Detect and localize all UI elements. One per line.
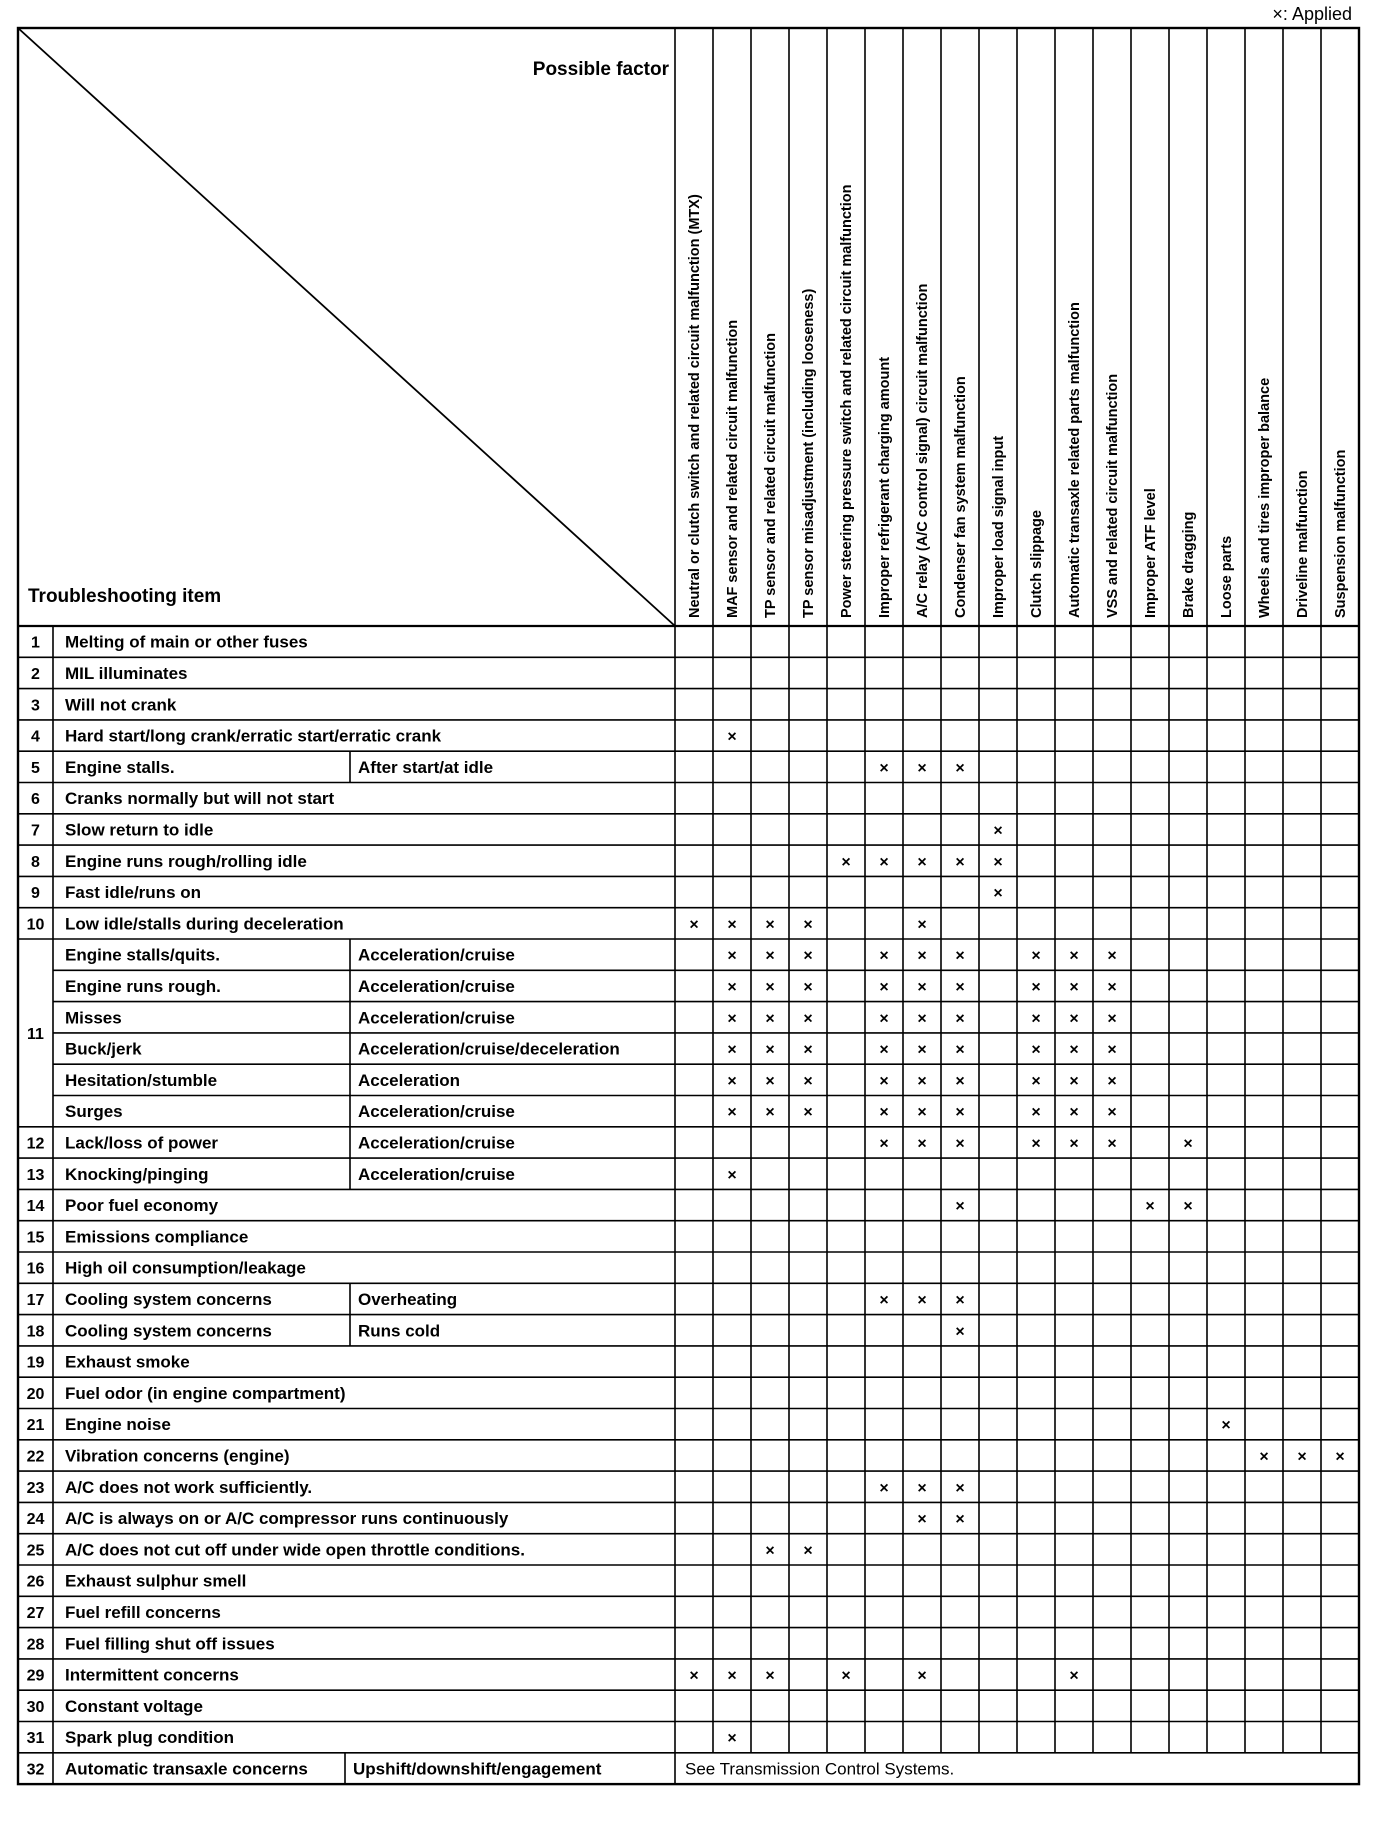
applied-mark: × [1069, 978, 1079, 996]
applied-mark: × [955, 1072, 965, 1090]
applied-mark: × [917, 759, 927, 777]
condition-text: Acceleration/cruise [358, 1133, 515, 1153]
applied-mark: × [727, 978, 737, 996]
applied-mark: × [1069, 1135, 1079, 1153]
applied-mark: × [955, 853, 965, 871]
applied-mark: × [1335, 1448, 1345, 1466]
troubleshooting-item: Spark plug condition [65, 1728, 235, 1748]
troubleshooting-item: A/C is always on or A/C compressor runs continuously [65, 1509, 509, 1529]
applied-mark: × [803, 978, 813, 996]
applied-mark: × [727, 1041, 737, 1059]
condition-text: After start/at idle [358, 757, 494, 777]
applied-mark: × [727, 728, 737, 746]
row-number: 2 [31, 665, 40, 683]
applied-mark: × [1031, 1072, 1041, 1090]
factor-header-18: Suspension malfunction [1333, 449, 1349, 618]
factor-header-17: Driveline malfunction [1295, 470, 1311, 618]
header-diagonal [18, 28, 675, 626]
applied-mark: × [1069, 1667, 1079, 1685]
applied-mark: × [727, 1104, 737, 1122]
applied-mark: × [1183, 1198, 1193, 1216]
row-number: 26 [26, 1573, 45, 1591]
applied-mark: × [765, 1041, 775, 1059]
row-number: 12 [26, 1135, 45, 1153]
applied-mark: × [917, 1010, 927, 1028]
applied-mark: × [727, 1667, 737, 1685]
applied-mark: × [955, 1198, 965, 1216]
row-number: 28 [26, 1636, 45, 1654]
troubleshooting-item: Engine runs rough. [65, 976, 221, 996]
row-number: 25 [26, 1542, 45, 1560]
applied-mark: × [879, 1072, 889, 1090]
applied-mark: × [879, 1104, 889, 1122]
applied-mark: × [955, 1323, 965, 1341]
troubleshooting-item: A/C does not cut off under wide open throttle conditions. [65, 1540, 525, 1560]
row-number: 11 [27, 1025, 44, 1043]
applied-mark: × [917, 1135, 927, 1153]
factor-header-11: Automatic transaxle related parts malfunction [1067, 302, 1083, 618]
factor-header-9: Improper load signal input [991, 435, 1007, 618]
applied-mark: × [879, 947, 889, 965]
applied-mark: × [765, 1010, 775, 1028]
applied-mark: × [689, 916, 699, 934]
applied-mark: × [993, 822, 1003, 840]
row-number: 27 [26, 1604, 45, 1622]
troubleshooting-item: Low idle/stalls during deceleration [65, 914, 344, 934]
applied-mark: × [1297, 1448, 1307, 1466]
row-number: 4 [31, 728, 40, 746]
applied-mark: × [803, 1104, 813, 1122]
condition-text: Acceleration/cruise [358, 1008, 515, 1028]
factor-header-5: Power steering pressure switch and related circuit malfunction [839, 184, 855, 618]
applied-mark: × [803, 947, 813, 965]
factor-header-12: VSS and related circuit malfunction [1105, 373, 1121, 618]
row-number: 1 [31, 634, 40, 652]
troubleshooting-item: Will not crank [65, 695, 177, 715]
row-number: 23 [26, 1479, 45, 1497]
applied-mark: × [1031, 978, 1041, 996]
applied-mark: × [917, 1041, 927, 1059]
applied-mark: × [1107, 1104, 1117, 1122]
applied-mark: × [803, 1010, 813, 1028]
applied-mark: × [1069, 1072, 1079, 1090]
applied-mark: × [955, 759, 965, 777]
condition-text: Acceleration/cruise/deceleration [358, 1039, 620, 1059]
condition-text: Acceleration/cruise [358, 1164, 515, 1184]
applied-mark: × [917, 978, 927, 996]
applied-mark: × [727, 1730, 737, 1748]
factor-header-7: A/C relay (A/C control signal) circuit malfunction [915, 283, 931, 618]
applied-mark: × [917, 1291, 927, 1309]
row-number: 9 [31, 885, 40, 903]
troubleshooting-item: Engine stalls. [65, 757, 175, 777]
row-number: 8 [31, 853, 40, 871]
row-number: 20 [26, 1385, 45, 1403]
applied-legend: ×: Applied [1272, 4, 1352, 24]
row-number: 19 [26, 1354, 45, 1372]
applied-mark: × [765, 1072, 775, 1090]
applied-mark: × [1031, 947, 1041, 965]
applied-mark: × [765, 1542, 775, 1560]
applied-mark: × [841, 1667, 851, 1685]
applied-mark: × [727, 1166, 737, 1184]
possible-factor-label: Possible factor [532, 59, 669, 80]
troubleshooting-item: Fast idle/runs on [65, 883, 202, 903]
condition-text: Acceleration/cruise [358, 976, 515, 996]
applied-mark: × [803, 1542, 813, 1560]
troubleshooting-item: Fuel filling shut off issues [65, 1634, 275, 1654]
applied-mark: × [879, 1010, 889, 1028]
applied-mark: × [955, 947, 965, 965]
applied-mark: × [879, 759, 889, 777]
applied-mark: × [917, 916, 927, 934]
applied-mark: × [1069, 947, 1079, 965]
troubleshooting-item: Buck/jerk [65, 1039, 142, 1059]
row-number: 16 [26, 1260, 45, 1278]
applied-mark: × [689, 1667, 699, 1685]
factor-header-8: Condenser fan system malfunction [953, 376, 969, 618]
applied-mark: × [955, 978, 965, 996]
troubleshooting-item: Cranks normally but will not start [65, 789, 335, 809]
applied-mark: × [841, 853, 851, 871]
row-number: 7 [31, 822, 40, 840]
troubleshooting-item: Vibration concerns (engine) [65, 1446, 290, 1466]
condition-text: Overheating [358, 1289, 458, 1309]
factor-header-13: Improper ATF level [1143, 488, 1159, 618]
troubleshooting-item: Constant voltage [65, 1696, 203, 1716]
row-number: 21 [26, 1417, 45, 1435]
applied-mark: × [765, 1104, 775, 1122]
applied-mark: × [955, 1479, 965, 1497]
troubleshooting-item: Hesitation/stumble [65, 1070, 218, 1090]
applied-mark: × [1259, 1448, 1269, 1466]
row-number: 18 [26, 1323, 45, 1341]
row-number: 10 [26, 916, 45, 934]
troubleshooting-item: Engine runs rough/rolling idle [65, 851, 307, 871]
applied-mark: × [993, 885, 1003, 903]
troubleshooting-item: Cooling system concerns [65, 1289, 272, 1309]
row-number: 15 [26, 1229, 45, 1247]
applied-mark: × [1183, 1135, 1193, 1153]
troubleshooting-item: Emissions compliance [65, 1227, 249, 1247]
factor-header-1: Neutral or clutch switch and related circuit malfunction (MTX) [687, 194, 703, 618]
applied-mark: × [1107, 1135, 1117, 1153]
row-number: 13 [26, 1166, 45, 1184]
applied-mark: × [1107, 978, 1117, 996]
applied-mark: × [993, 853, 1003, 871]
factor-header-3: TP sensor and related circuit malfunction [763, 333, 779, 618]
troubleshooting-item: Exhaust smoke [65, 1352, 190, 1372]
applied-mark: × [879, 978, 889, 996]
applied-mark: × [879, 1041, 889, 1059]
applied-mark: × [727, 947, 737, 965]
applied-mark: × [765, 1667, 775, 1685]
applied-mark: × [955, 1291, 965, 1309]
factor-header-10: Clutch slippage [1029, 510, 1045, 618]
applied-mark: × [727, 1010, 737, 1028]
troubleshooting-item: Intermittent concerns [65, 1665, 239, 1685]
row-number: 6 [31, 791, 40, 809]
troubleshooting-item-label: Troubleshooting item [28, 586, 222, 607]
applied-mark: × [1031, 1041, 1041, 1059]
applied-mark: × [917, 1072, 927, 1090]
applied-mark: × [1069, 1104, 1079, 1122]
applied-mark: × [1107, 1072, 1117, 1090]
troubleshooting-item: High oil consumption/leakage [65, 1258, 306, 1278]
factor-header-14: Brake dragging [1181, 511, 1197, 618]
applied-mark: × [1221, 1417, 1231, 1435]
applied-mark: × [803, 1072, 813, 1090]
troubleshooting-item: Cooling system concerns [65, 1321, 272, 1341]
troubleshooting-item: Engine stalls/quits. [65, 945, 220, 965]
applied-mark: × [1107, 947, 1117, 965]
applied-mark: × [917, 1667, 927, 1685]
applied-mark: × [765, 947, 775, 965]
troubleshooting-item: Poor fuel economy [65, 1196, 219, 1216]
factor-header-15: Loose parts [1219, 535, 1235, 618]
troubleshooting-item: Surges [65, 1102, 123, 1122]
row-number: 22 [26, 1448, 45, 1466]
row-number: 24 [26, 1511, 45, 1529]
applied-mark: × [879, 1291, 889, 1309]
troubleshooting-item: Automatic transaxle concerns [65, 1759, 308, 1779]
applied-mark: × [879, 1479, 889, 1497]
troubleshooting-item: Fuel odor (in engine compartment) [65, 1383, 346, 1403]
applied-mark: × [879, 853, 889, 871]
troubleshooting-item: Misses [65, 1008, 122, 1028]
applied-mark: × [955, 1041, 965, 1059]
applied-mark: × [727, 1072, 737, 1090]
row-number: 31 [26, 1730, 45, 1748]
condition-text: Acceleration [358, 1070, 461, 1090]
applied-mark: × [917, 853, 927, 871]
applied-mark: × [955, 1135, 965, 1153]
applied-mark: × [1031, 1135, 1041, 1153]
applied-mark: × [955, 1511, 965, 1529]
troubleshooting-item: A/C does not work sufficiently. [65, 1477, 313, 1497]
row-number: 17 [26, 1291, 45, 1309]
troubleshooting-item: Exhaust sulphur smell [65, 1571, 247, 1591]
applied-mark: × [803, 916, 813, 934]
troubleshooting-item: Hard start/long crank/erratic start/erratic crank [65, 726, 442, 746]
applied-mark: × [1031, 1010, 1041, 1028]
applied-mark: × [1069, 1010, 1079, 1028]
see-transmission-note: See Transmission Control Systems. [685, 1759, 955, 1779]
troubleshooting-item: Engine noise [65, 1415, 171, 1435]
troubleshooting-item: MIL illuminates [65, 663, 188, 683]
applied-mark: × [765, 916, 775, 934]
row-number: 5 [31, 759, 40, 777]
troubleshooting-item: Slow return to idle [65, 820, 214, 840]
applied-mark: × [879, 1135, 889, 1153]
troubleshooting-item: Lack/loss of power [65, 1133, 219, 1153]
factor-header-16: Wheels and tires improper balance [1257, 377, 1273, 618]
row-number: 29 [26, 1667, 45, 1685]
applied-mark: × [1107, 1010, 1117, 1028]
condition-text: Acceleration/cruise [358, 945, 515, 965]
condition-text: Runs cold [358, 1321, 441, 1341]
factor-header-6: Improper refrigerant charging amount [877, 356, 893, 618]
applied-mark: × [955, 1010, 965, 1028]
applied-mark: × [1031, 1104, 1041, 1122]
factor-header-4: TP sensor misadjustment (including looseness) [801, 288, 817, 618]
condition-text: Acceleration/cruise [358, 1102, 515, 1122]
row-number: 14 [26, 1198, 45, 1216]
factor-header-2: MAF sensor and related circuit malfunction [725, 319, 741, 618]
applied-mark: × [917, 1511, 927, 1529]
row-number: 3 [31, 697, 40, 715]
troubleshooting-item: Melting of main or other fuses [65, 632, 308, 652]
condition-text: Upshift/downshift/engagement [353, 1759, 602, 1779]
troubleshooting-item: Fuel refill concerns [65, 1602, 221, 1622]
applied-mark: × [803, 1041, 813, 1059]
applied-mark: × [917, 947, 927, 965]
applied-mark: × [727, 916, 737, 934]
row-number: 30 [26, 1698, 45, 1716]
applied-mark: × [955, 1104, 965, 1122]
table-text [27, 59, 1349, 1778]
applied-mark: × [1069, 1041, 1079, 1059]
applied-mark: × [1145, 1198, 1155, 1216]
troubleshooting-item: Knocking/pinging [65, 1164, 209, 1184]
applied-mark: × [917, 1479, 927, 1497]
applied-mark: × [917, 1104, 927, 1122]
applied-mark: × [1107, 1041, 1117, 1059]
row-number: 32 [26, 1761, 45, 1779]
applied-mark: × [765, 978, 775, 996]
